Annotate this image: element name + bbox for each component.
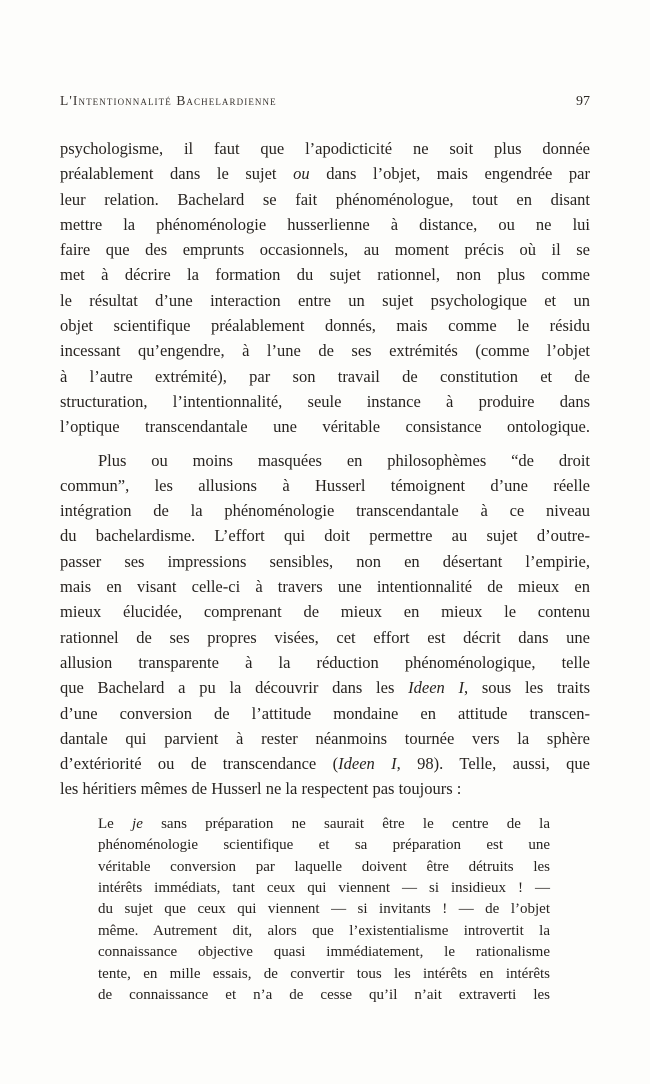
paragraph-1	[60, 136, 590, 440]
text-line: Le je sans préparation ne saurait être le centre de la	[98, 815, 550, 832]
text-line: mettre la phénoménologie husserlienne à distance, ou ne lui	[60, 214, 590, 234]
text-line: que Bachelard a pu la découvrir dans les Ideen I, sous les traits	[60, 678, 590, 698]
text-line: même. Autrement dit, alors que l’existentialisme introvertit la	[98, 922, 550, 939]
text-line: préalablement dans le sujet ou dans l’objet, mais engendrée par	[60, 164, 590, 184]
text-line: intégration de la phénoménologie transcendantale à ce niveau	[60, 501, 590, 521]
text-line: tente, en mille essais, de convertir tous les intérêts en intérêts	[98, 965, 550, 982]
text-line: rationnel de ses propres visées, cet effort est décrit dans une	[60, 627, 590, 647]
text-line: dantale qui parvient à rester néanmoins tournée vers la sphère	[60, 728, 590, 748]
text-line: intérêts immédiats, tant ceux qui viennent — si insidieux ! —	[98, 879, 550, 896]
text-line: Plus ou moins masquées en philosophèmes “de droit	[98, 450, 590, 470]
text-line: mais en visant celle-ci à travers une intentionnalité de mieux en	[60, 577, 590, 597]
text-line: le résultat d’une interaction entre un sujet psychologique et un	[60, 290, 590, 310]
text-line: objet scientifique préalablement donnés, mais comme le résidu	[60, 316, 590, 336]
block-quote	[98, 814, 550, 1007]
page-number: 97	[576, 94, 590, 109]
text-line: du sujet que ceux qui viennent — si invitants ! — de l’objet	[98, 901, 550, 918]
text-line: met à décrire la formation du sujet rationnel, non plus comme	[60, 265, 590, 285]
text-line: à l’autre extrémité), par son travail de constitution et de	[60, 366, 590, 386]
text-line: d’extériorité ou de transcendance (Ideen I, 98). Telle, aussi, que	[60, 754, 590, 774]
page-header	[60, 93, 590, 110]
text-line: de connaissance et n’a de cesse qu’il n’ait extraverti les	[98, 986, 550, 1003]
paragraph-2	[60, 448, 590, 802]
text-line: leur relation. Bachelard se fait phénoménologue, tout en disant	[60, 189, 590, 209]
text-line: allusion transparente à la réduction phénoménologique, telle	[60, 652, 590, 672]
text-line: incessant qu’engendre, à l’une de ses extrémités (comme l’objet	[60, 341, 590, 361]
text-line: du bachelardisme. L’effort qui doit permettre au sujet d’outre-	[60, 526, 590, 546]
text-line: structuration, l’intentionnalité, seule instance à produire dans	[60, 391, 590, 411]
text-line: passer ses impressions sensibles, non en désertant l’empirie,	[60, 551, 590, 571]
text-line: faire que des emprunts occasionnels, au moment précis où il se	[60, 240, 590, 260]
text-line: d’une conversion de l’attitude mondaine en attitude transcen-	[60, 703, 590, 723]
text-line: commun”, les allusions à Husserl témoignent d’une réelle	[60, 475, 590, 495]
text-line: véritable conversion par laquelle doivent être détruits les	[98, 858, 550, 875]
running-title: L'Intentionnalité Bachelardienne	[60, 93, 277, 108]
text-line: phénoménologie scientifique et sa préparation est une	[98, 837, 550, 854]
text-block	[60, 136, 590, 1006]
text-line: l’optique transcendantale une véritable consistance ontologique.	[60, 417, 590, 437]
text-line: les héritiers mêmes de Husserl ne la respectent pas toujours :	[60, 779, 462, 799]
text-line: mieux élucidée, comprenant de mieux en mieux le contenu	[60, 602, 590, 622]
text-line: psychologisme, il faut que l’apodicticité ne soit plus donnée	[60, 139, 590, 158]
text-line: connaissance objective quasi immédiatement, le rationalisme	[98, 944, 550, 961]
